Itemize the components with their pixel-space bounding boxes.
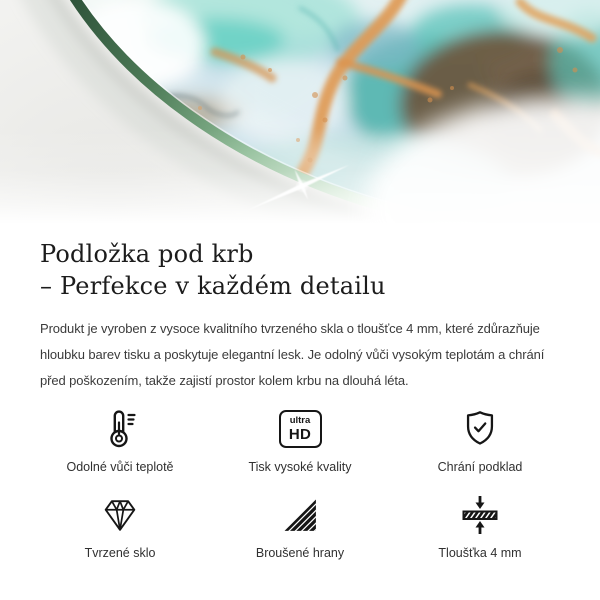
feature-label: Tvrzené sklo — [84, 546, 156, 560]
product-description: Produkt je vyroben z vysoce kvalitního tvrzeného skla o tloušťce 4 mm, které zdůrazňuje hloubku barev tisku a poskytuje elegantní lesk. Je odolný vůči vysokým teplotám a chrání před poškozením, takže zajistí prostor kolem krbu na dlouhá léta. — [40, 321, 545, 388]
feature-print-quality — [210, 406, 390, 474]
feature-protects-surface — [390, 406, 570, 474]
ultra-hd-icon — [279, 406, 322, 452]
title-line-2: – Perfekce v každém detailu — [40, 272, 386, 300]
feature-heat-resistance — [30, 406, 210, 474]
thermometer-icon — [98, 406, 142, 452]
product-photo — [0, 0, 600, 230]
ultra-hd-badge-bottom: HD — [288, 425, 312, 443]
feature-label: Tloušťka 4 mm — [438, 546, 522, 560]
page-title — [40, 238, 560, 302]
feature-label: Odolné vůči teplotě — [66, 460, 174, 474]
features-grid — [30, 406, 570, 560]
thickness-arrows-icon — [458, 492, 502, 538]
feature-thickness — [390, 492, 570, 560]
feature-label: Tisk vysoké kvality — [248, 460, 352, 474]
ultra-hd-badge-top: ultra — [289, 415, 311, 427]
product-image-area — [0, 0, 600, 230]
feature-beveled-edges — [210, 492, 390, 560]
feature-label: Chrání podklad — [437, 460, 523, 474]
title-line-1: Podložka pod krb — [40, 240, 254, 268]
feature-tempered-glass — [30, 492, 210, 560]
feature-label: Broušené hrany — [255, 546, 345, 560]
diamond-icon — [99, 492, 141, 538]
shield-check-icon — [459, 406, 501, 452]
beveled-edges-icon — [280, 492, 320, 538]
